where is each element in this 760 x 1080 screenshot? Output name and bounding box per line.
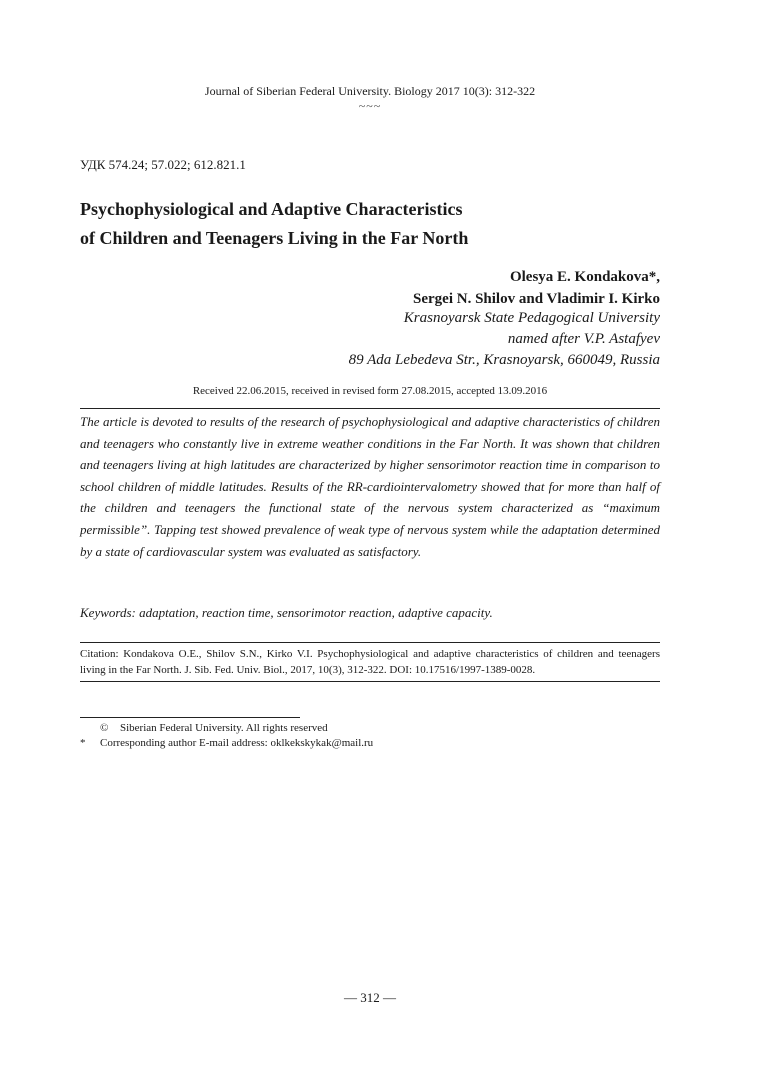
abstract-top-rule [80, 408, 660, 409]
authors-line-1: Olesya E. Kondakova*, [509, 269, 660, 285]
udk-code: УДК 574.24; 57.022; 612.821.1 [80, 157, 246, 172]
affiliation-line-3: 89 Ada Lebedeva Str., Krasnoyarsk, 660049, Russia [348, 352, 660, 368]
keywords: Keywords: adaptation, reaction time, sensorimotor reaction, adaptive capacity. [80, 605, 493, 620]
corresponding-text: Corresponding author E-mail address: oklkekskykak@mail.ru [100, 737, 374, 749]
received-dates: Received 22.06.2015, received in revised form 27.08.2015, accepted 13.09.2016 [192, 385, 548, 397]
journal-header: Journal of Siberian Federal University. Biology 2017 10(3): 312-322 [204, 84, 536, 98]
footnote-copyright [80, 721, 328, 736]
asterisk-mark: * [80, 737, 86, 749]
footnote-corresponding [80, 736, 373, 751]
page-number: — 312 — [344, 990, 396, 1005]
citation-bottom-rule [80, 681, 660, 682]
affiliation-line-2: named after V.P. Astafyev [507, 331, 660, 347]
title-line-2: of Children and Teenagers Living in the Far North [80, 228, 469, 248]
copyright-text: Siberian Federal University. All rights reserved [120, 722, 328, 734]
title-line-1: Psychophysiological and Adaptive Characteristics [80, 199, 463, 219]
article-title [80, 195, 640, 253]
copyright-mark: © [100, 722, 109, 734]
header-ornament: ~~~ [358, 99, 382, 113]
affiliation [349, 308, 660, 371]
authors-line-2: Sergei N. Shilov and Vladimir I. Kirko [413, 291, 660, 307]
citation: Citation: Kondakova O.E., Shilov S.N., Kirko V.I. Psychophysiological and adaptive characteristics of children and teenagers living in the Far North. J. Sib. Fed. Univ. Biol., 2017, 10(3), 312-322. DOI: 10.17516/1997-1389-0028. [80, 648, 660, 676]
abstract: The article is devoted to results of the research of psychophysiological and adaptive characteristics of children and teenagers who constantly live in extreme weather conditions in the Far North. It was shown that children and teenagers living at high latitudes are characterized by higher sensorimotor reaction time in comparison to school children of middle latitudes. Results of the RR-cardiointervalometry showed that for more than half of the children and teenagers the functional state of the nervous system characterized as “maximum permissible”. Tapping test showed prevalence of weak type of nervous system while the adaptation determined by a state of cardiovascular system was evaluated as satisfactory. [80, 414, 660, 559]
footnote-rule [80, 717, 300, 718]
authors [413, 266, 660, 310]
citation-top-rule [80, 642, 660, 643]
affiliation-line-1: Krasnoyarsk State Pedagogical University [403, 310, 660, 326]
